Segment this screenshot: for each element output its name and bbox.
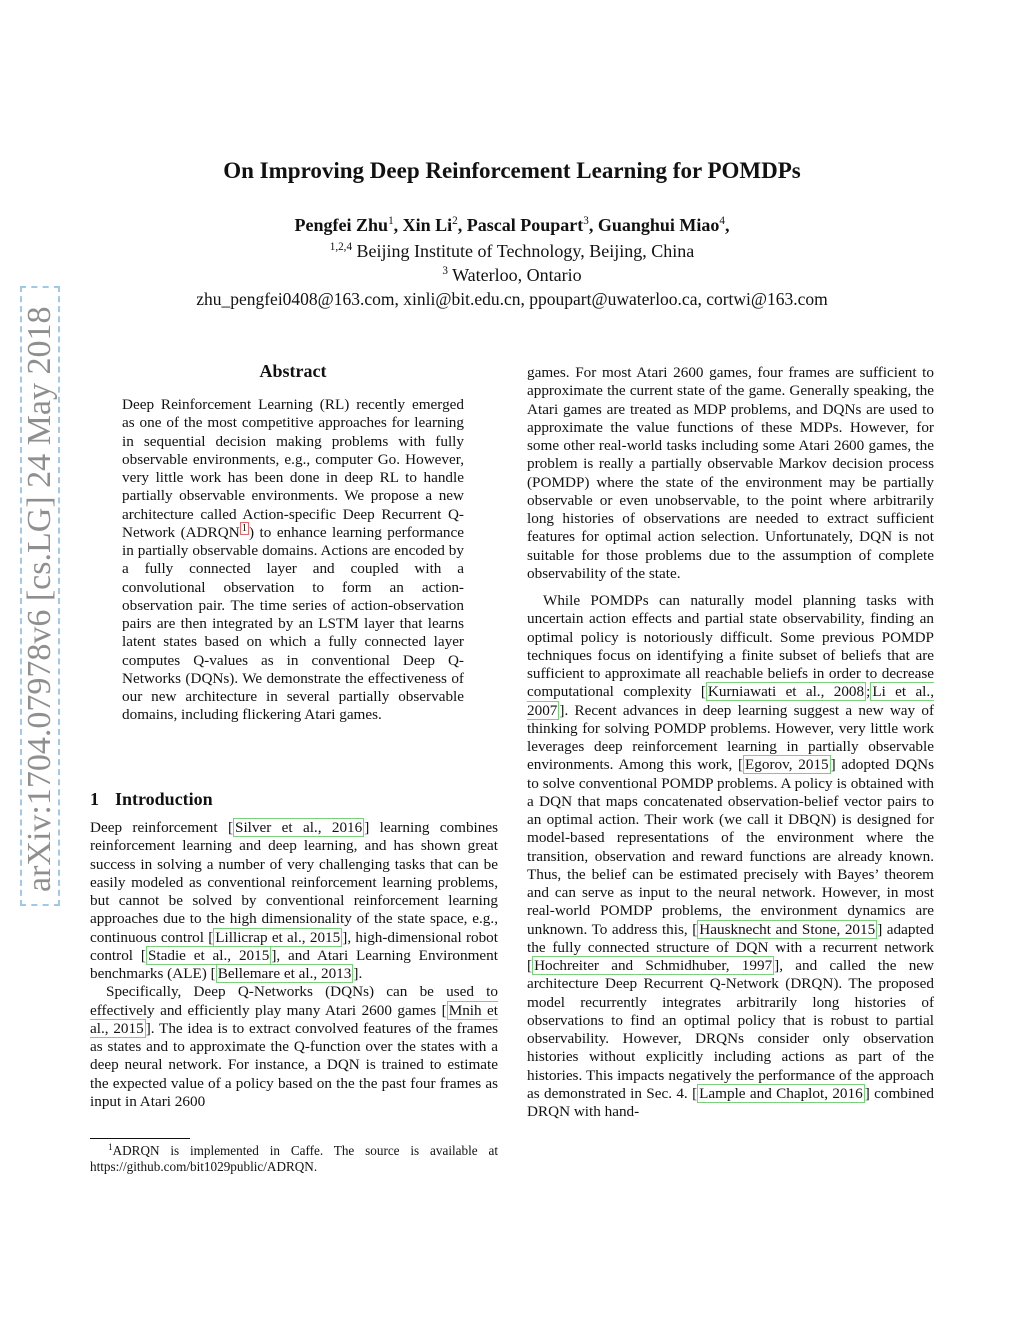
body-text: , and Atari Learning Environment benchmarks (ALE)	[90, 946, 498, 982]
abstract-body	[122, 396, 464, 725]
section-heading	[90, 789, 213, 810]
body-text: combined DRQN with hand-	[527, 1084, 935, 1120]
body-text: .	[358, 965, 363, 982]
footnote-link[interactable]: 1	[241, 522, 247, 534]
author-list: Pengfei Zhu$^1$, Xin Li$^2$, Pascal Poupart$^3$, Guanghui Miao$^4$,	[294, 215, 730, 235]
body-text: While POMDPs can naturally model planning tasks with uncertain action effects and partial state observability, finding an optimal policy is notoriously difficult. Some previous POMDP techniques focus on identifying a finite subset of beliefs that are sufficient to approximate all reachable beliefs in order to decrease computational complexity	[527, 592, 934, 701]
author-name: Pascal Poupart	[466, 215, 584, 235]
body-text: , and called the new architecture Deep Recurrent Q-Network (DRQN). The proposed model recurrently integrates arbitrarily long histories of observations to find an optimal policy that is robust to partial observability. However, DRQNs consider only observation histories without explicitly including actions as part of the histories. This impacts negatively the performance of the approach as demonstrated in Sec. 4.	[527, 957, 934, 1102]
arxiv-stamp: arXiv:1704.07978v6 [cs.LG] 24 May 2018	[20, 286, 60, 906]
citation-link[interactable]: Kurniawati et al., 2008	[707, 683, 865, 701]
author-sup: 3	[583, 215, 589, 227]
footnote-rule	[90, 1138, 190, 1139]
abstract-text: ) to enhance learning performance in partially observable domains. Actions are encoded by a fully connected layer and coupled with a convolutional observation to form an action-observation pair. The time series of action-observation pairs are then integrated by an LSTM layer that learns latent states based on which a fully connected layer computes Q-values as in conventional Deep Q-Networks (DQNs). We demonstrate the effectiveness of our new architecture in several partially observable domains, including flickering Atari games.	[122, 523, 465, 724]
body-text: learning combines reinforcement learning and deep learning, and has shown great success in solving a number of very challenging tasks that can be easily modeled as conventional reinforcement learning problems, but cannot be solved by conventional reinforcement learning approaches due to the high dimensionality of the state space, e.g., continuous control	[90, 819, 498, 946]
affiliation-text: Waterloo, Ontario	[452, 265, 582, 285]
author-name: Xin Li	[402, 215, 453, 235]
author-sup: 4	[719, 215, 725, 227]
citation-link[interactable]: Lillicrap et al., 2015	[215, 928, 341, 946]
citation-separator: ;	[866, 683, 871, 701]
citation-link[interactable]: Lample and Chaplot, 2016	[699, 1084, 863, 1102]
citation-link[interactable]: Hochreiter and Schmidhuber, 1997	[534, 957, 773, 974]
affiliation-b	[0, 265, 1024, 286]
abstract-text: Deep Reinforcement Learning (RL) recently emerged as one of the most competitive approaches for learning in sequential decision making problems with fully observable environments, e.g., computer Go. However, very little work has been done in deep RL to handle partially observable environments. We propose a new architecture called Action-specific Deep Recurrent Q-Network (ADRQN	[122, 396, 464, 541]
body-text: . The idea is to extract convolved features of the frames as states and to approximate the Q-function over the states with a deep neural network. For instance, a DQN is trained to estimate the expected value of a policy based on the the past four frames as input in Atari 2600	[90, 1019, 498, 1110]
right-column: games. For most Atari 2600 games, four frames are sufficient to approximate the current state of the game. Generally speaking, the Atari games are treated as MDP problems, and DQNs are used to approximate the value functions of these MDPs. However, for some other real-world tasks including some Atari 2600 games, the problem is really a partially observable Markov decision process (POMDP) where the state of the environment may be partially observable or even unobservable, to the point where arbitrarily long histories of observations are needed to extract sufficient features for optimal action selection. Unfortunately, DQN is not suitable for those problems due to the assumption of complete observability of the state. While POMDPs can naturally model planning tasks with uncertain action effects and partial state observability, finding an optimal policy is notoriously difficult. Some previous POMDP techniques focus on identifying a finite subset of beliefs that are sufficient to approximate all reachable beliefs in order to decrease computational complexity [ Kurniawati et al., 2008 ; Li et al., 2007 ]. Recent advances in deep learning suggest a new way of thinking for solving POMDP problems. However, very little work leverages deep reinforcement learning in partially observable environments. Among this work, [ Egorov, 2015 ] adopted DQNs to solve conventional POMDP problems. A policy is obtained with a DQN that maps concatenated observation-belief vector pairs to an optimal action. Their work (we call it DBQN) is designed for model-based representations of the environment where the transition, observation and reward functions are already known. Thus, the belief can be estimated precisely with Bayes’ theorem and can serve as input to the neural network. However, in most real-world POMDP problems, the environment dynamics are unknown. To address this, [ Hausknecht and Stone, 2015 ] adapted the fully connected structure of DQN with a recurrent network [ Hochreiter and Schmidhuber, 1997 ], and called the new architecture Deep Recurrent Q-Network (DRQN). The proposed model recurrently integrates arbitrarily long histories of observations to find an optimal policy that is robust to partial observability. However, DRQNs consider only observation histories without explicitly including actions as part of the histories. This impacts negatively the performance of the approach as demonstrated in Sec. 4. [ Lample and Chaplot, 2016 ] combined DRQN with hand-	[527, 364, 935, 1120]
citation-link[interactable]: Li et al., 2007	[527, 683, 934, 719]
affiliation-a	[0, 241, 1024, 262]
author-sup: 1	[388, 215, 394, 227]
section-title: Introduction	[115, 789, 213, 809]
abstract-heading: Abstract	[259, 361, 327, 381]
affiliation-sup: 1,2,4	[329, 241, 353, 253]
body-text: Deep reinforcement	[90, 819, 228, 836]
body-paragraph: games. For most Atari 2600 games, four frames are sufficient to approximate the current state of the game. Generally speaking, the Atari games are treated as MDP problems, and DQNs are used to approximate the value functions of these MDPs. However, for some other real-world tasks including some Atari 2600 games, the problem is really a partially observable Markov decision process (POMDP) where the state of the environment may be partially observable or even unobservable, to the point where arbitrarily long histories of observations are needed to extract sufficient features for optimal action selection. Unfortunately, DQN is not suitable for those problems due to the assumption of complete observability of the state.	[527, 364, 934, 582]
author-name: Guanghui Miao	[597, 215, 720, 235]
body-text: adapted the fully connected structure of DQN with a recurrent network	[527, 920, 935, 956]
citation-link[interactable]: Bellemare et al., 2013	[217, 965, 352, 982]
footnote	[90, 1143, 498, 1175]
body-text: . Recent advances in deep learning suggest a new way of thinking for solving POMDP problems. However, very little work leverages deep reinforcement learning in partially observable environments. Among this work,	[527, 701, 934, 774]
affiliation-sup: 3	[442, 265, 448, 277]
citation-link[interactable]: Silver et al., 2016	[235, 819, 363, 836]
body-text: Specifically, Deep Q-Networks (DQNs) can be used to effectively and efficiently play many Atari 2600 games	[90, 983, 498, 1019]
body-text: adopted DQNs to solve conventional POMDP problems. A policy is obtained with a DQN that maps concatenated observation-belief vector pairs to an optimal action. Their work (we call it DBQN) is designed for model-based representations of the environment where the transition, observation and reward functions are already known. Thus, the belief can be estimated precisely with Bayes’ theorem and can serve as input to the neural network. However, in most real-world POMDP problems, the environment dynamics are unknown. To address this,	[527, 756, 934, 938]
author-sup: 2	[452, 215, 458, 227]
author-emails: zhu_pengfei0408@163.com, xinli@bit.edu.cn, ppoupart@uwaterloo.ca, cortwi@163.com	[196, 289, 828, 309]
intro-left-column: Deep reinforcement [ Silver et al., 2016 ] learning combines reinforcement learning and deep learning, and has shown great success in solving a number of very challenging tasks that can be easily modeled as conventional reinforcement learning problems, but cannot be solved by conventional reinforcement learning approaches due to the high dimensionality of the state space, e.g., continuous control [ Lillicrap et al., 2015 ], high-dimensional robot control [ Stadie et al., 2015 ], and Atari Learning Environment benchmarks (ALE) [ Bellemare et al., 2013 ]. Specifically, Deep Q-Networks (DQNs) can be used to effectively and efficiently play many Atari 2600 games [ Mnih et al., 2015 ]. The idea is to extract convolved features of the frames as states and to approximate the Q-function over the states with a deep neural network. For instance, a DQN is trained to estimate the expected value of a policy based on the the past four frames as input in Atari 2600	[90, 819, 499, 1110]
citation-link[interactable]: Mnih et al., 2015	[90, 1001, 499, 1037]
paper-title: On Improving Deep Reinforcement Learning for POMDPs	[223, 158, 801, 183]
footnote-text: ADRQN is implemented in Caffe. The source is available at https://github.com/bit1029public/ADRQN.	[90, 1143, 498, 1174]
affiliation-text: Beijing Institute of Technology, Beijing, China	[356, 241, 695, 261]
body-text: , high-dimensional robot control	[90, 928, 498, 964]
citation-link[interactable]: Egorov, 2015	[745, 756, 829, 774]
footnote-mark: 1	[108, 1141, 113, 1152]
section-number: 1	[90, 789, 99, 809]
author-name: Pengfei Zhu	[294, 215, 389, 235]
citation-link[interactable]: Hausknecht and Stone, 2015	[699, 920, 876, 938]
citation-link[interactable]: Stadie et al., 2015	[147, 946, 270, 964]
